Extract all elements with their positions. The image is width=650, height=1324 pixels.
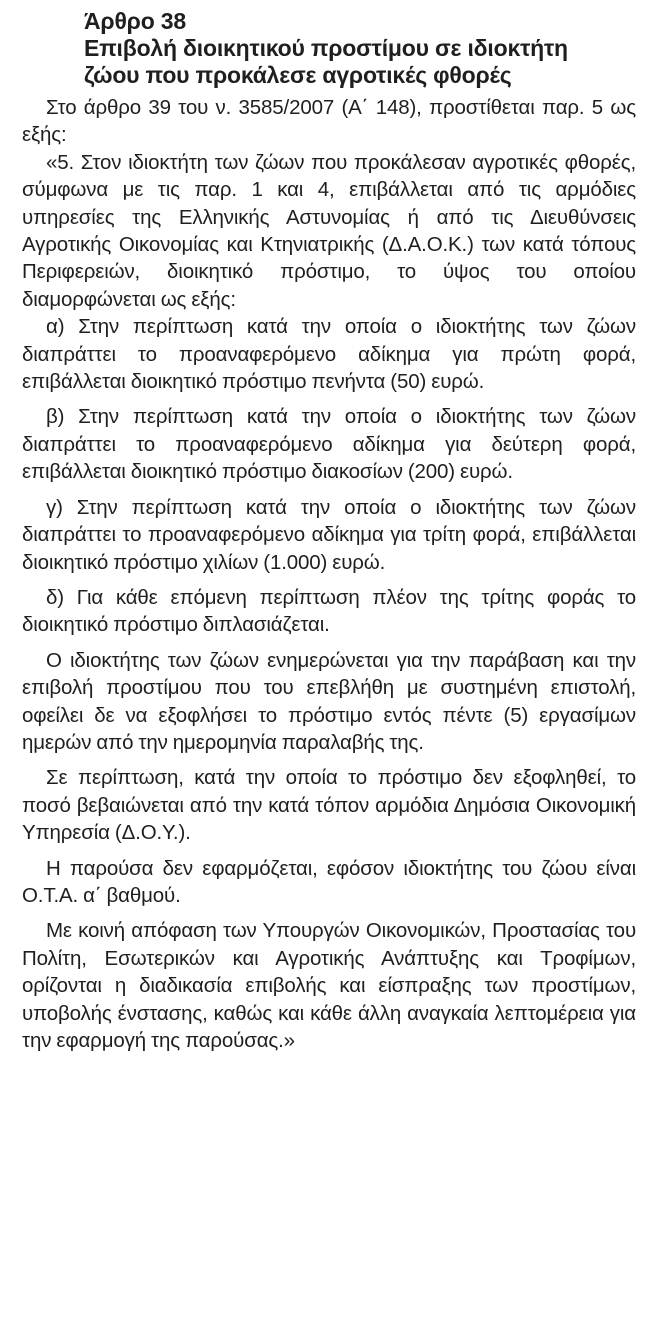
paragraph-5-intro: «5. Στον ιδιοκτήτη των ζώων που προκάλεσαν αγροτικές φθορές, σύμφωνα με τις παρ. 1 και 4, επιβάλλεται από τις αρμόδιες υπηρεσίες της Ελληνικής Αστυνομίας ή από τις Διευθύνσεις Αγροτικής Οικονομίας και Κτηνιατρικής (Δ.Α.Ο.Κ.) των κατά τόπους Περιφερειών, διοικητικό πρόστιμο, το ύψος του οποίου διαμορφώνεται ως εξής: (22, 150, 636, 311)
article-heading (22, 8, 636, 89)
case-d-paragraph: δ) Για κάθε επόμενη περίπτωση πλέον της τρίτης φοράς το διοικητικό πρόστιμο διπλασιάζεται. (22, 585, 636, 637)
case-a-paragraph: α) Στην περίπτωση κατά την οποία ο ιδιοκτήτης των ζώων διαπράττει το προαναφερόμενο αδίκημα για πρώτη φορά, επιβάλλεται διοικητικό πρόστιμο πενήντα (50) ευρώ. (22, 315, 636, 394)
article-number: Άρθρο 38 (84, 8, 186, 34)
unpaid-fine-paragraph: Σε περίπτωση, κατά την οποία το πρόστιμο δεν εξοφληθεί, το ποσό βεβαιώνεται από την κατά τόπον αρμόδια Δημόσια Οικονομική Υπηρεσία (Δ.Ο.Υ.). (22, 766, 636, 845)
joint-decision-paragraph: Με κοινή απόφαση των Υπουργών Οικονομικών, Προστασίας του Πολίτη, Εσωτερικών και Αγροτικής Ανάπτυξης και Τροφίμων, ορίζονται η διαδικασία επιβολής και είσπραξης των προστίμων, υποβολής ένστασης, καθώς και κάθε άλλη αναγκαία λεπτομέρεια για την εφαρμογή της παρούσας.» (22, 919, 636, 1052)
case-c-paragraph: γ) Στην περίπτωση κατά την οποία ο ιδιοκτήτης των ζώων διαπράττει το προαναφερόμενο αδίκημα για τρίτη φορά, επιβάλλεται διοικητικό πρόστιμο χιλίων (1.000) ευρώ. (22, 495, 636, 574)
case-b-paragraph: β) Στην περίπτωση κατά την οποία ο ιδιοκτήτης των ζώων διαπράττει το προαναφερόμενο αδίκημα για δεύτερη φορά, επιβάλλεται διοικητικό πρόστιμο διακοσίων (200) ευρώ. (22, 405, 636, 484)
notification-paragraph: Ο ιδιοκτήτης των ζώων ενημερώνεται για την παράβαση και την επιβολή προστίμου που του επεβλήθη με συστημένη επιστολή, οφείλει δε να εξοφλήσει το πρόστιμο εντός πέντε (5) εργασίμων ημερών από την ημερομηνία παραλαβής της. (22, 648, 636, 754)
intro-paragraph: Στο άρθρο 39 του ν. 3585/2007 (Α΄ 148), προστίθεται παρ. 5 ως εξής: (22, 96, 636, 147)
article-body (22, 94, 636, 1054)
exemption-paragraph: Η παρούσα δεν εφαρμόζεται, εφόσον ιδιοκτήτης του ζώου είναι Ο.Τ.Α. α΄ βαθμού. (22, 856, 636, 907)
article-title-line-1: Επιβολή διοικητικού προστίμου σε ιδιοκτήτη (84, 35, 568, 61)
article-title-line-2: ζώου που προκάλεσε αγροτικές φθορές (84, 62, 512, 88)
